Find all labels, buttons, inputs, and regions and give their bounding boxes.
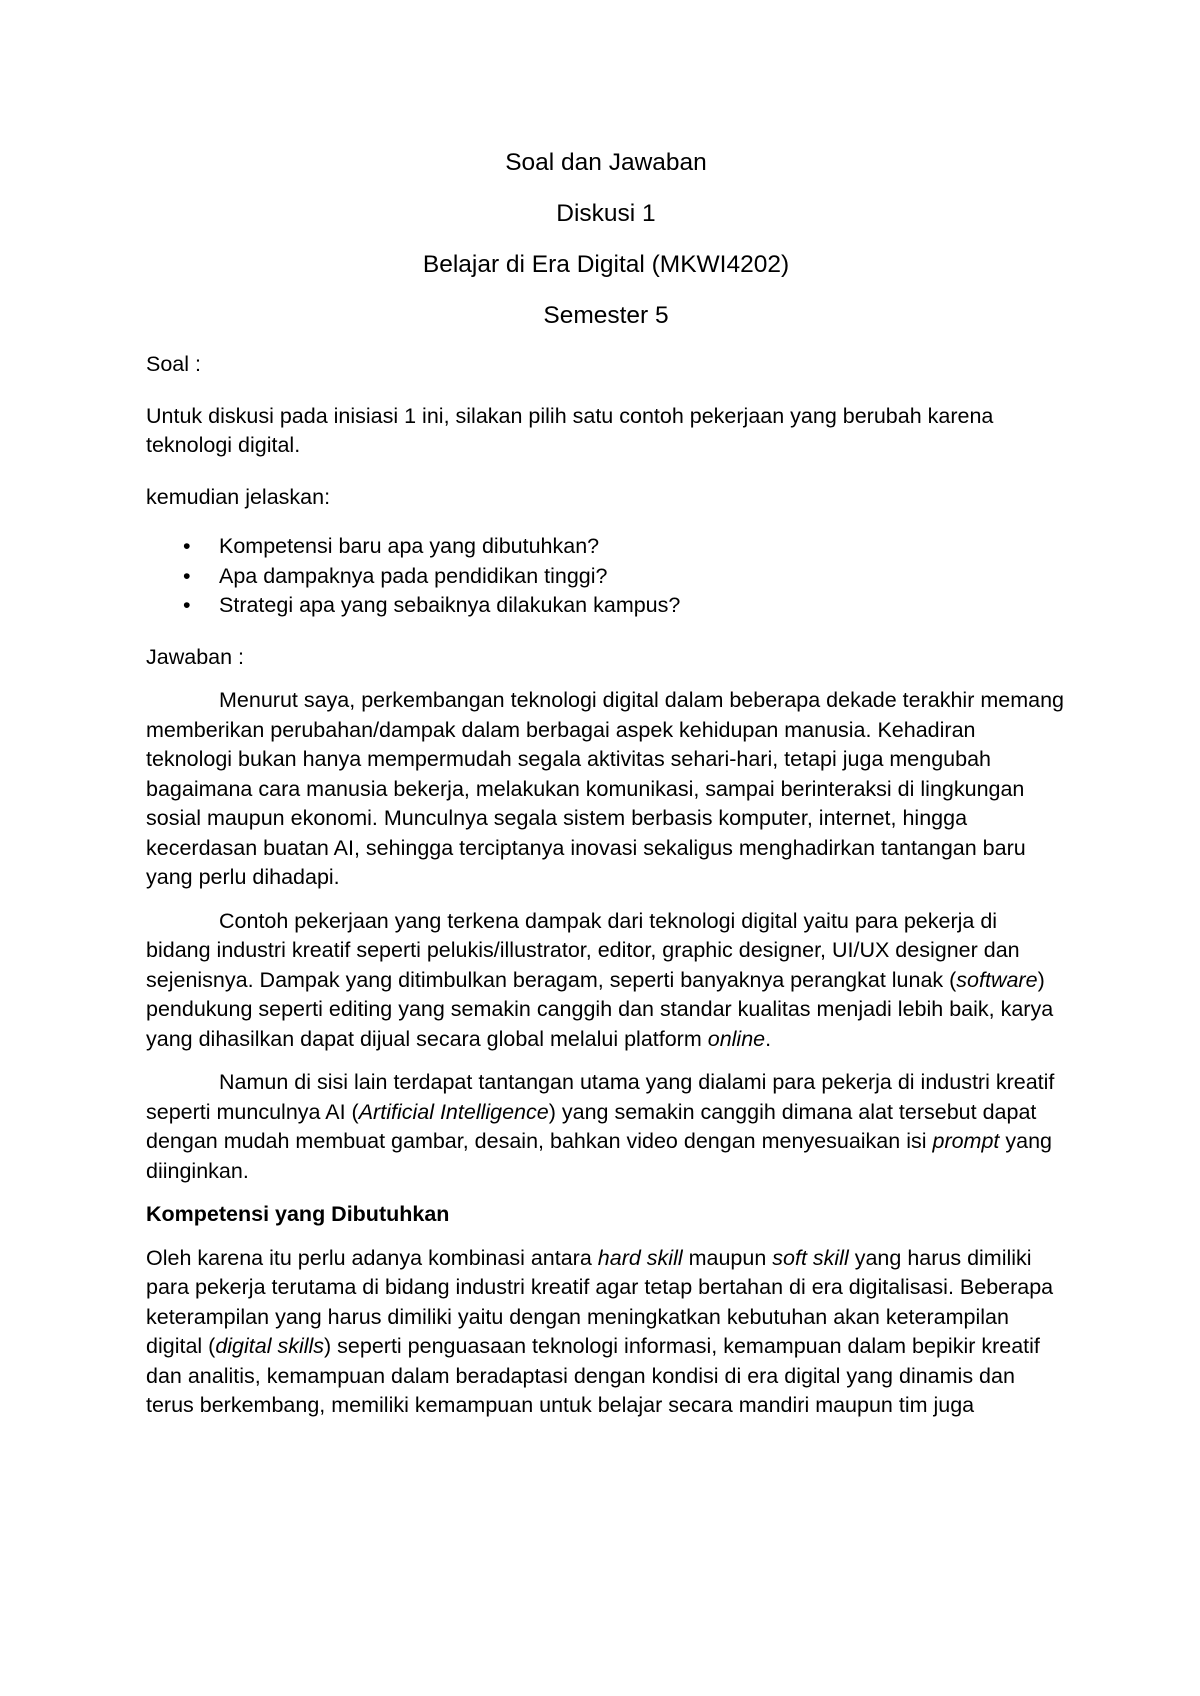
paragraph-text: Namun di sisi lain terdapat tantangan utama yang dialami para pekerja di industri kreatif seperti munculnya AI (: [146, 1070, 1055, 1124]
emphasis-text: software: [956, 967, 1038, 992]
question-list: [146, 532, 1066, 621]
emphasis-text: digital skills: [215, 1334, 325, 1358]
paragraph-text: ) yang semakin canggih dimana alat tersebut dapat dengan mudah membuat gambar, desain, bahkan video dengan menyesuaikan isi: [146, 1099, 1037, 1153]
paragraph-text: yang harus dimiliki para pekerja terutama di bidang industri kreatif agar tetap bertahan di era digitalisasi. Beberapa keterampilan yang harus dimiliki yaitu dengan meningkatkan kebutuhan akan keterampilan digital (: [146, 1245, 1054, 1358]
discussion-number: Diskusi 1: [556, 200, 656, 227]
answer-label: Jawaban :: [146, 644, 245, 669]
bullet-icon: •: [183, 534, 191, 558]
title-block: [146, 146, 1066, 333]
competency-heading: Kompetensi yang Dibutuhkan: [146, 1202, 450, 1226]
bullet-icon: •: [183, 593, 191, 617]
bullet-icon: •: [183, 563, 191, 588]
question-label: Soal :: [146, 352, 201, 376]
paragraph-text: maupun: [682, 1245, 773, 1270]
emphasis-text: soft skill: [772, 1245, 849, 1270]
paragraph-text: .: [765, 1026, 772, 1051]
paragraph-text: yang diinginkan.: [146, 1129, 1053, 1183]
paragraph-text: Contoh pekerjaan yang terkena dampak dari teknologi digital yaitu para pekerja di bidang industri kreatif seperti pelukis/illustrator, editor, graphic designer, UI/UX designer dan sejenisnya. Dampak yang ditimbulkan beragam, seperti banyaknya perangkat lunak (: [146, 908, 1020, 992]
emphasis-text: online: [707, 1026, 766, 1051]
emphasis-text: Artificial Intelligence: [358, 1099, 549, 1124]
answer-paragraph-3: [146, 1068, 1066, 1186]
list-item-text: Strategi apa yang sebaiknya dilakukan kampus?: [219, 593, 681, 617]
document-content: [146, 146, 1066, 1421]
semester-label: Semester 5: [543, 302, 669, 329]
paragraph-text: Oleh karena itu perlu adanya kombinasi antara: [146, 1245, 598, 1270]
question-followup: kemudian jelaskan:: [146, 484, 331, 509]
list-item-text: Kompetensi baru apa yang dibutuhkan?: [219, 534, 600, 558]
list-item-text: Apa dampaknya pada pendidikan tinggi?: [219, 563, 608, 588]
list-item: [146, 532, 1066, 562]
answer-paragraph-2: [146, 907, 1066, 1055]
list-item: [146, 562, 1066, 592]
answer-paragraph-1: Menurut saya, perkembangan teknologi digital dalam beberapa dekade terakhir memang memberikan perubahan/dampak dalam berbagai aspek kehidupan manusia. Kehadiran teknologi bukan hanya mempermudah segala aktivitas sehari-hari, tetapi juga mengubah bagaimana cara manusia bekerja, melakukan komunikasi, sampai berinteraksi di lingkungan sosial maupun ekonomi. Munculnya segala sistem berbasis komputer, internet, hingga kecerdasan buatan AI, sehingga terciptanya inovasi sekaligus menghadirkan tantangan baru yang perlu dihadapi.: [146, 688, 1064, 889]
list-item: [146, 591, 1066, 621]
course-name: Belajar di Era Digital (MKWI4202): [422, 251, 790, 278]
document-title: Soal dan Jawaban: [505, 149, 707, 176]
paragraph-text: ) pendukung seperti editing yang semakin canggih dan standar kualitas menjadi lebih baik, karya yang dihasilkan dapat dijual secara global melalui platform: [146, 967, 1054, 1051]
paragraph-text: ) seperti penguasaan teknologi informasi, kemampuan dalam bepikir kreatif dan analitis, kemampuan dalam beradaptasi dengan kondisi di era digital yang dinamis dan terus berkembang, memiliki kemampuan untuk belajar secara mandiri maupun tim juga: [146, 1334, 1040, 1417]
emphasis-text: hard skill: [597, 1245, 683, 1270]
competency-paragraph: [146, 1244, 1066, 1421]
emphasis-text: prompt: [932, 1129, 1000, 1153]
question-prompt: Untuk diskusi pada inisiasi 1 ini, silakan pilih satu contoh pekerjaan yang berubah karena teknologi digital.: [146, 403, 994, 457]
